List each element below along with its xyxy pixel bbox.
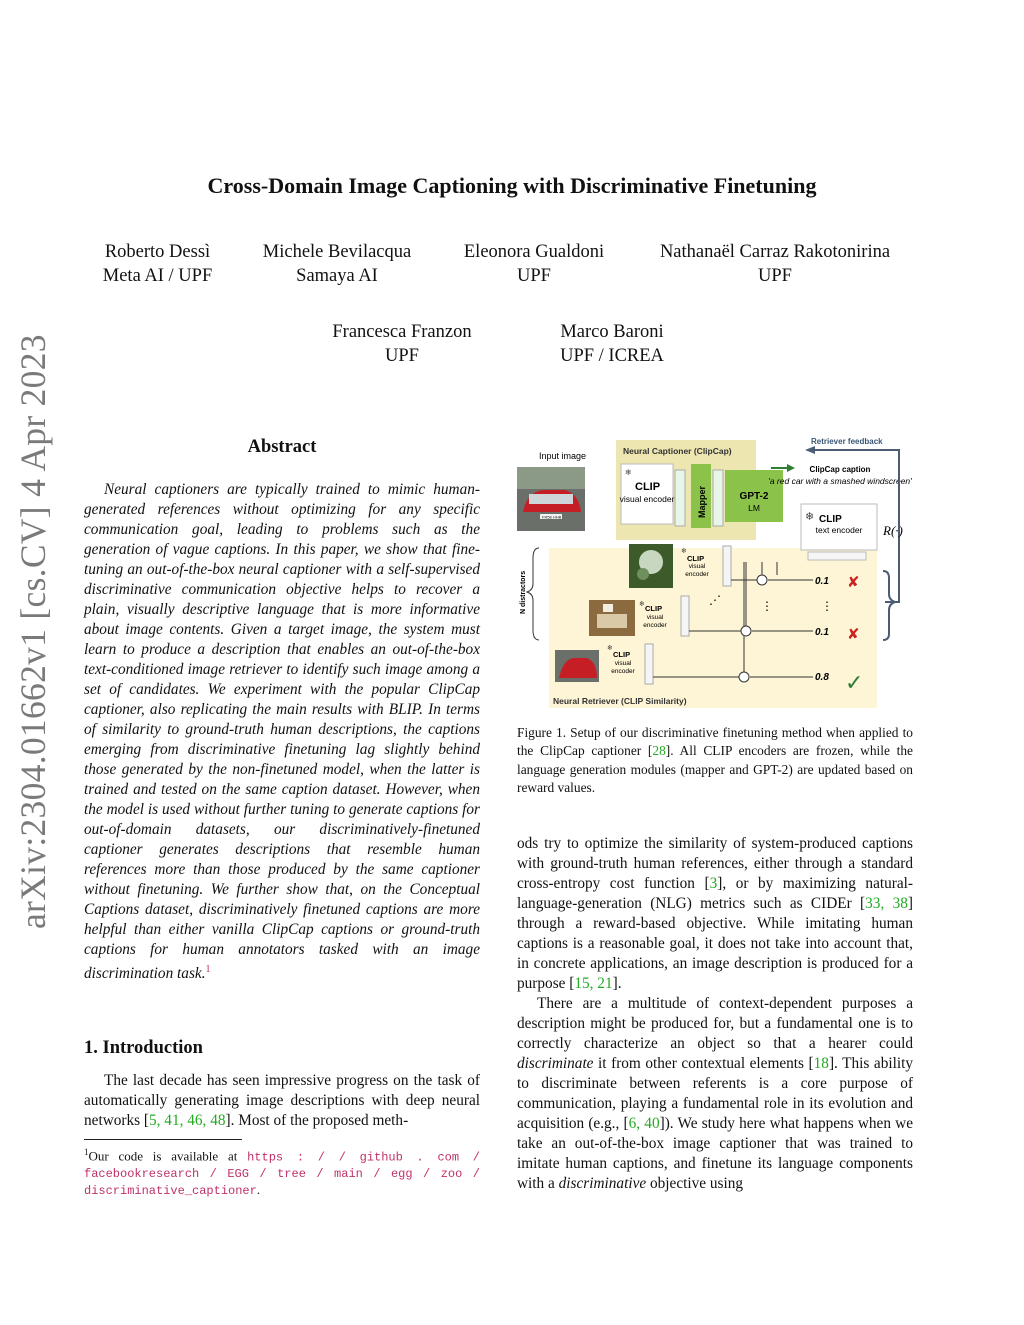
ellipsis-vertical: ⋮ [761, 599, 773, 613]
author-3: Eleonora Gualdoni UPF [463, 242, 605, 286]
frozen-snowflake-icon: ❄ [805, 511, 815, 523]
svg-text:visual: visual [688, 563, 706, 570]
score-distractor-2: 0.1 [815, 627, 829, 638]
retriever-feedback-label: Retriever feedback [811, 437, 883, 446]
svg-text:CLIP: CLIP [645, 604, 663, 613]
cross-icon: ✘ [847, 574, 860, 591]
score-distractor-1: 0.1 [815, 576, 829, 587]
text-encoder-block [801, 504, 877, 550]
reward-function-label: R(·) [883, 523, 903, 538]
author-5: Francesca Franzon UPF [332, 322, 472, 366]
figure-caption: Figure 1. Setup of our discriminative finetuning method when applied to the ClipCap captioner [28]. All CLIP encoders are frozen, while the language generation modules (mapper and GPT-2) are updated based on reward values. [517, 725, 913, 795]
introduction-body: The last decade has seen impressive progress on the task of automatically generating image descriptions with deep neural networks [5, 41, 46, 48]. Most of the proposed meth- [84, 1072, 480, 1129]
svg-text:CLIP: CLIP [687, 554, 705, 563]
footnote: $^1$Our code is available at https : / / github . com / facebookresearch / EGG / tree / main / egg / zoo / discriminative_captioner. [84, 1147, 481, 1199]
citation-link[interactable]: 33, 38 [865, 895, 908, 912]
svg-text:text encoder: text encoder [815, 525, 863, 535]
number-plate: FR58 HHB [542, 514, 562, 520]
distractor-image-2 [589, 600, 635, 636]
target-image [555, 650, 599, 682]
check-icon: ✓ [845, 670, 864, 695]
frozen-snowflake-icon: ❄ [625, 468, 632, 477]
author-1: Roberto Dessì Meta AI / UPF [102, 242, 213, 286]
caption-title: ClipCap caption [809, 465, 871, 474]
code-url-link[interactable]: https : / / github . com / facebookresearch / EGG / tree / main / egg / zoo / discriminative_captioner [84, 1150, 481, 1199]
score-target: 0.8 [815, 672, 829, 683]
visual-encoder-top [620, 464, 675, 524]
ellipsis-diagonal: ⋰ [709, 593, 721, 607]
svg-text:encoder: encoder [685, 571, 709, 578]
citation-link[interactable]: 18 [813, 1055, 829, 1072]
citation-link[interactable]: 6, 40 [628, 1115, 660, 1132]
captioner-title: Neural Captioner (ClipCap) [623, 446, 732, 456]
arxiv-stamp: arXiv:2304.01662v1 [cs.CV] 4 Apr 2023 [13, 334, 53, 929]
citation-link[interactable]: 28 [652, 743, 666, 759]
svg-text:❄: ❄ [681, 548, 687, 555]
paper-title: Cross-Domain Image Captioning with Discriminative Finetuning [207, 173, 817, 198]
abstract-body: Neural captioners are typically trained to mimic human-generated references without optimizing for any specific communication goal, leading to problems such as the generation of vague captions. In this paper, we show that fine-tuning an out-of-the-box neural captioner with a self-supervised discriminative communication objective helps to recover a plain, visually descriptive language that is more informative about image contents. Given a target image, the system must learn to produce a description that enables an out-of-the-box text-conditioned image retriever to identify such image among a set of candidates. We experiment with the popular ClipCap captioner, also replicating the main results with BLIP. In terms of similarity to ground-truth human descriptions, the captions emerging from discriminative finetuning lag slightly behind those generated by the non-finetuned model, when the latter is trained and tested on the same caption dataset. However, when the model is used without further tuning to generate captions for out-of-domain datasets, our discriminatively-finetuned captioner generates descriptions that resemble human references more than those produced by the same captioner without finetuning. We further show that, on the Conceptual Captions dataset, discriminatively finetuned captions are more helpful than either vanilla ClipCap captions or ground-truth captions for human annotators tasked with an image discrimination task.$^1$ [84, 481, 480, 983]
citation-link[interactable]: 15, 21 [574, 975, 613, 992]
svg-text:❄: ❄ [607, 645, 613, 652]
citation-link[interactable]: 5, 41, 46, 48 [149, 1112, 226, 1129]
citation-link[interactable]: 3 [709, 875, 718, 892]
svg-text:❄: ❄ [639, 601, 645, 608]
svg-text:LM: LM [748, 503, 760, 513]
input-image-label: Input image [539, 451, 587, 461]
svg-text:CLIP: CLIP [613, 650, 631, 659]
text-embedding [808, 552, 866, 560]
author-2: Michele Bevilacqua Samaya AI [262, 242, 412, 286]
author-4: Nathanaël Carraz Rakotonirina UPF [659, 242, 891, 286]
right-column-body: ods try to optimize the similarity of system-produced captions with ground-truth human references, either through a standard cross-entropy cost function [3], or by maximizing natural-language-generation (NLG) metrics such as CIDEr [33, 38] through a reward-based objective. While imitating human captions is a reasonable goal, it does not take into account that, in concrete applications, an image description is produced for a purpose [15, 21]. There are a multitude of context-dependent purposes a description might be produced for, but a fundamental one is to correctly characterize an object so that a hearer could discriminate it from other contextual elements [18]. This ability to discriminate between referents is a core purpose of communication, playing a fundamental role in its evolution and acquisition (e.g., [6, 40]). We study here what happens when we take an out-of-the-box image captioner that was trained to imitate human captions, and finetune its language components with a discriminative objective using [517, 835, 914, 1192]
input-image [517, 467, 585, 531]
prefix-vector [713, 470, 723, 526]
mapper-label: Mapper [697, 485, 707, 518]
svg-text:CLIP: CLIP [819, 514, 842, 525]
introduction-heading: 1. Introduction [84, 1038, 203, 1058]
svg-text:visual encoder: visual encoder [619, 494, 675, 504]
abstract-heading: Abstract [247, 437, 317, 457]
svg-text:encoder: encoder [611, 668, 635, 675]
cross-icon: ✘ [847, 626, 860, 643]
retriever-title: Neural Retriever (CLIP Similarity) [553, 696, 687, 706]
author-6: Marco Baroni UPF / ICREA [560, 322, 664, 366]
embedding-vector [675, 470, 685, 526]
svg-text:CLIP: CLIP [635, 481, 661, 493]
ellipsis-vertical-scores: ⋮ [821, 599, 833, 613]
svg-text:encoder: encoder [643, 622, 667, 629]
n-distractors-label: N distractors [520, 570, 527, 614]
distractor-brace [527, 548, 539, 640]
caption-text: 'a red car with a smashed windscreen' [768, 476, 912, 486]
svg-text:GPT-2: GPT-2 [739, 491, 769, 502]
distractor-image-1 [629, 544, 673, 588]
svg-text:visual: visual [646, 614, 664, 621]
footnote-rule [84, 1139, 242, 1140]
svg-text:visual: visual [614, 660, 632, 667]
reward-brace [883, 571, 895, 640]
figure-1 [513, 434, 917, 714]
